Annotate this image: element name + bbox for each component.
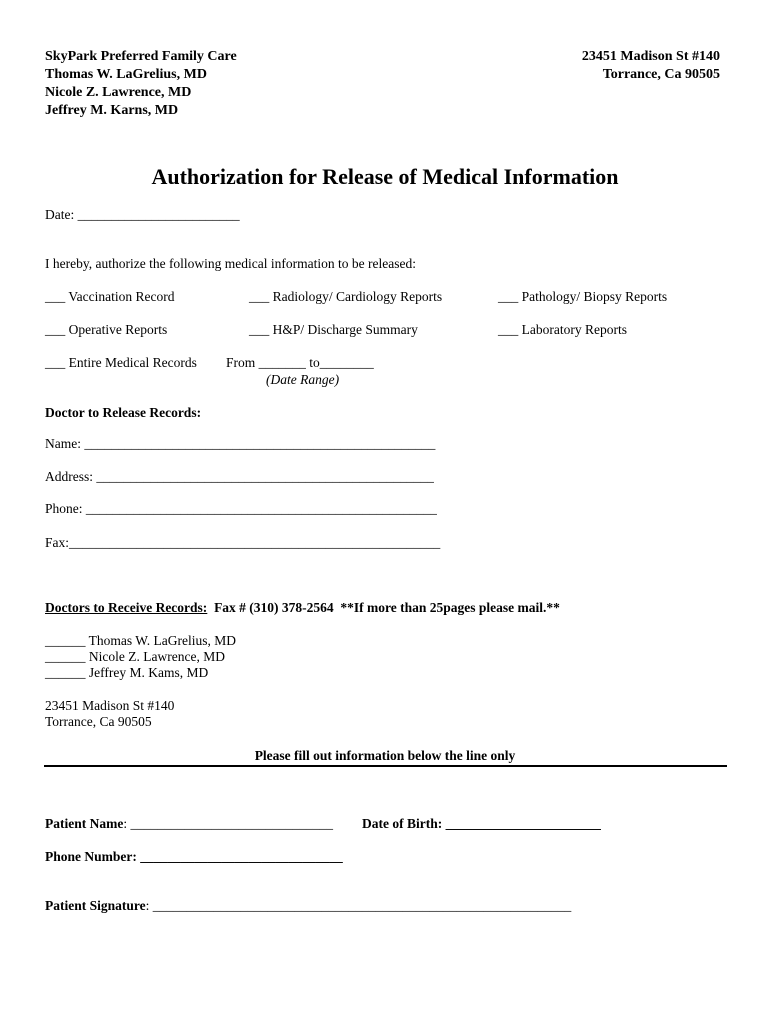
option-laboratory-reports[interactable]: ___ Laboratory Reports [498,322,627,337]
doctor-name: Jeffrey M. Karns, MD [45,103,179,118]
release-name-field[interactable]: Name: ____________________________________________________ [45,436,436,451]
date-range-caption: (Date Range) [266,372,340,387]
patient-signature-blank[interactable]: : ______________________________________________________________ [145,898,572,913]
receive-fax-note: Fax # (310) 378-2564 **If more than 25pages please mail.** [214,600,560,615]
practice-name: SkyPark Preferred Family Care [45,49,237,64]
option-radiology-reports[interactable]: ___ Radiology/ Cardiology Reports [249,289,443,304]
divider-line [44,765,727,767]
receive-doctor-option[interactable]: ______ Thomas W. LaGrelius, MD [45,633,236,648]
practice-address-line2: Torrance, Ca 90505 [602,67,720,82]
phone-number-field[interactable]: Phone Number: ______________________________ [45,849,343,864]
option-pathology-reports[interactable]: ___ Pathology/ Biopsy Reports [498,289,668,304]
authorize-statement: I hereby, authorize the following medical information to be released: [45,256,416,271]
option-vaccination-record[interactable]: ___ Vaccination Record [45,289,175,304]
receive-address-line1: 23451 Madison St #140 [45,698,175,713]
patient-name-label: Patient Name [45,816,124,831]
release-address-field[interactable]: Address: __________________________________________________ [45,469,434,484]
option-operative-reports[interactable]: ___ Operative Reports [45,322,168,337]
receive-doctor-option[interactable]: ______ Nicole Z. Lawrence, MD [45,649,225,664]
date-of-birth-field[interactable]: Date of Birth: _______________________ [362,816,601,831]
practice-address-line1: 23451 Madison St #140 [581,49,720,64]
form-title: Authorization for Release of Medical Information [151,164,619,189]
release-heading: Doctor to Release Records: [45,405,202,420]
release-fax-field[interactable]: Fax:_______________________________________________________ [45,535,441,550]
patient-name-field[interactable] [45,816,333,832]
release-phone-field[interactable]: Phone: ____________________________________________________ [45,501,437,516]
below-line-note: Please fill out information below the line only [254,748,516,763]
option-hp-discharge-summary[interactable]: ___ H&P/ Discharge Summary [249,322,418,337]
patient-signature-field[interactable] [45,898,571,914]
receive-address-line2: Torrance, Ca 90505 [45,714,152,729]
doctor-name: Thomas W. LaGrelius, MD [45,67,207,82]
patient-name-blank[interactable]: : ______________________________ [123,816,333,831]
patient-signature-label: Patient Signature [45,898,146,913]
date-range-field[interactable]: From _______ to________ [226,355,374,370]
option-entire-medical-records[interactable]: ___ Entire Medical Records [45,355,197,370]
receive-line [45,600,560,616]
doctor-name: Nicole Z. Lawrence, MD [45,85,192,100]
receive-doctor-option[interactable]: ______ Jeffrey M. Kams, MD [45,665,209,680]
date-field[interactable]: Date: ________________________ [45,207,240,222]
receive-heading: Doctors to Receive Records: [45,600,208,615]
